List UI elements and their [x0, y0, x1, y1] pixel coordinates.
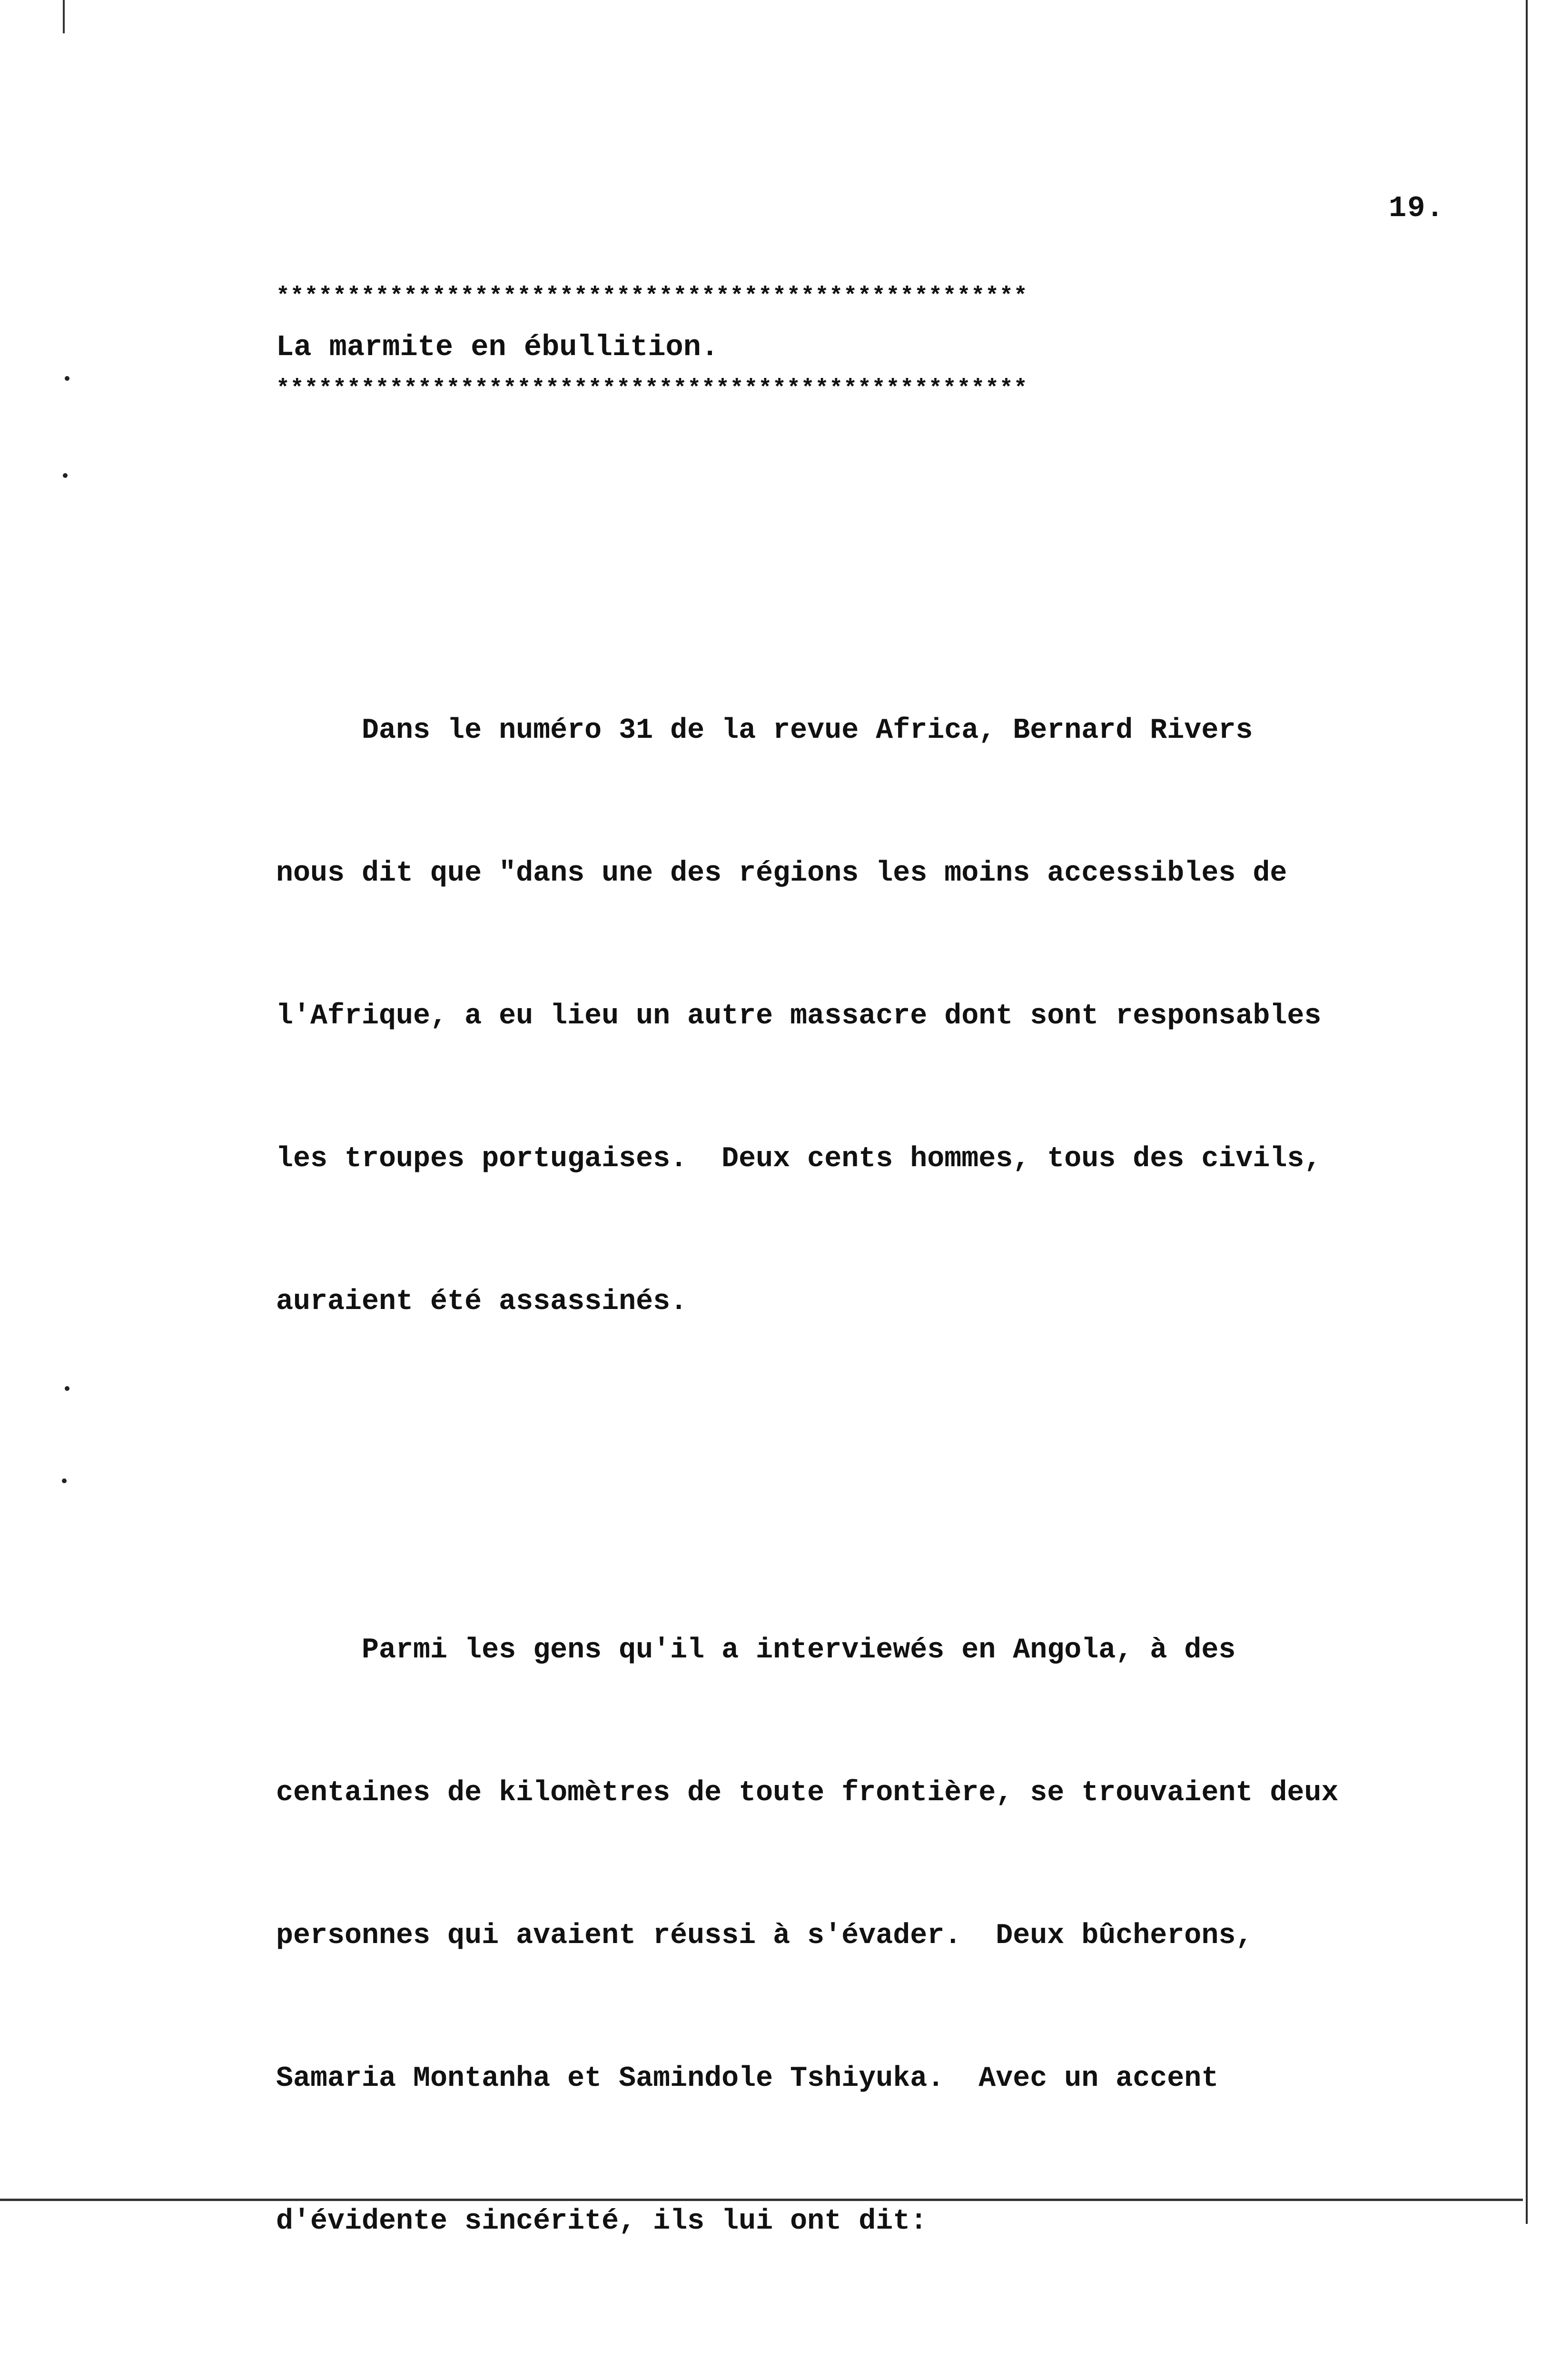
- scan-edge-left: [63, 0, 65, 33]
- scan-speck: [65, 1386, 69, 1391]
- text-line: nous dit que "dans une des régions les moins accessibles de: [276, 857, 1287, 890]
- paragraph: [276, 1531, 1494, 2340]
- body-text: [276, 516, 1494, 2380]
- section-title: La marmite en ébullition.: [276, 330, 719, 364]
- text-line: Parmi les gens qu'il a interviewés en Angola, à des: [276, 1634, 1236, 1666]
- scan-speck: [63, 473, 68, 478]
- text-line: auraient été assassinés.: [276, 1286, 688, 1318]
- text-line: centaines de kilomètres de toute frontière, se trouvaient deux: [276, 1777, 1339, 1809]
- text-line: l'Afrique, a eu lieu un autre massacre dont sont responsables: [276, 1000, 1322, 1032]
- scan-speck: [65, 376, 69, 381]
- text-line: Samaria Montanha et Samindole Tshiyuka. Avec un accent: [276, 2063, 1219, 2095]
- separator-top: *****************************************************: [276, 284, 1028, 309]
- text-line: Dans le numéro 31 de la revue Africa, Bernard Rivers: [276, 714, 1253, 747]
- separator-bottom: *****************************************************: [276, 376, 1028, 402]
- text-line: personnes qui avaient réussi à s'évader. Deux bûcherons,: [276, 1920, 1253, 1952]
- scan-speck: [62, 1478, 67, 1483]
- paragraph: [276, 612, 1494, 1421]
- scan-edge-right: [1526, 0, 1528, 2224]
- page-number: 19.: [1389, 191, 1445, 225]
- text-line: d'évidente sincérité, ils lui ont dit:: [276, 2205, 928, 2238]
- text-line: les troupes portugaises. Deux cents hommes, tous des civils,: [276, 1143, 1322, 1175]
